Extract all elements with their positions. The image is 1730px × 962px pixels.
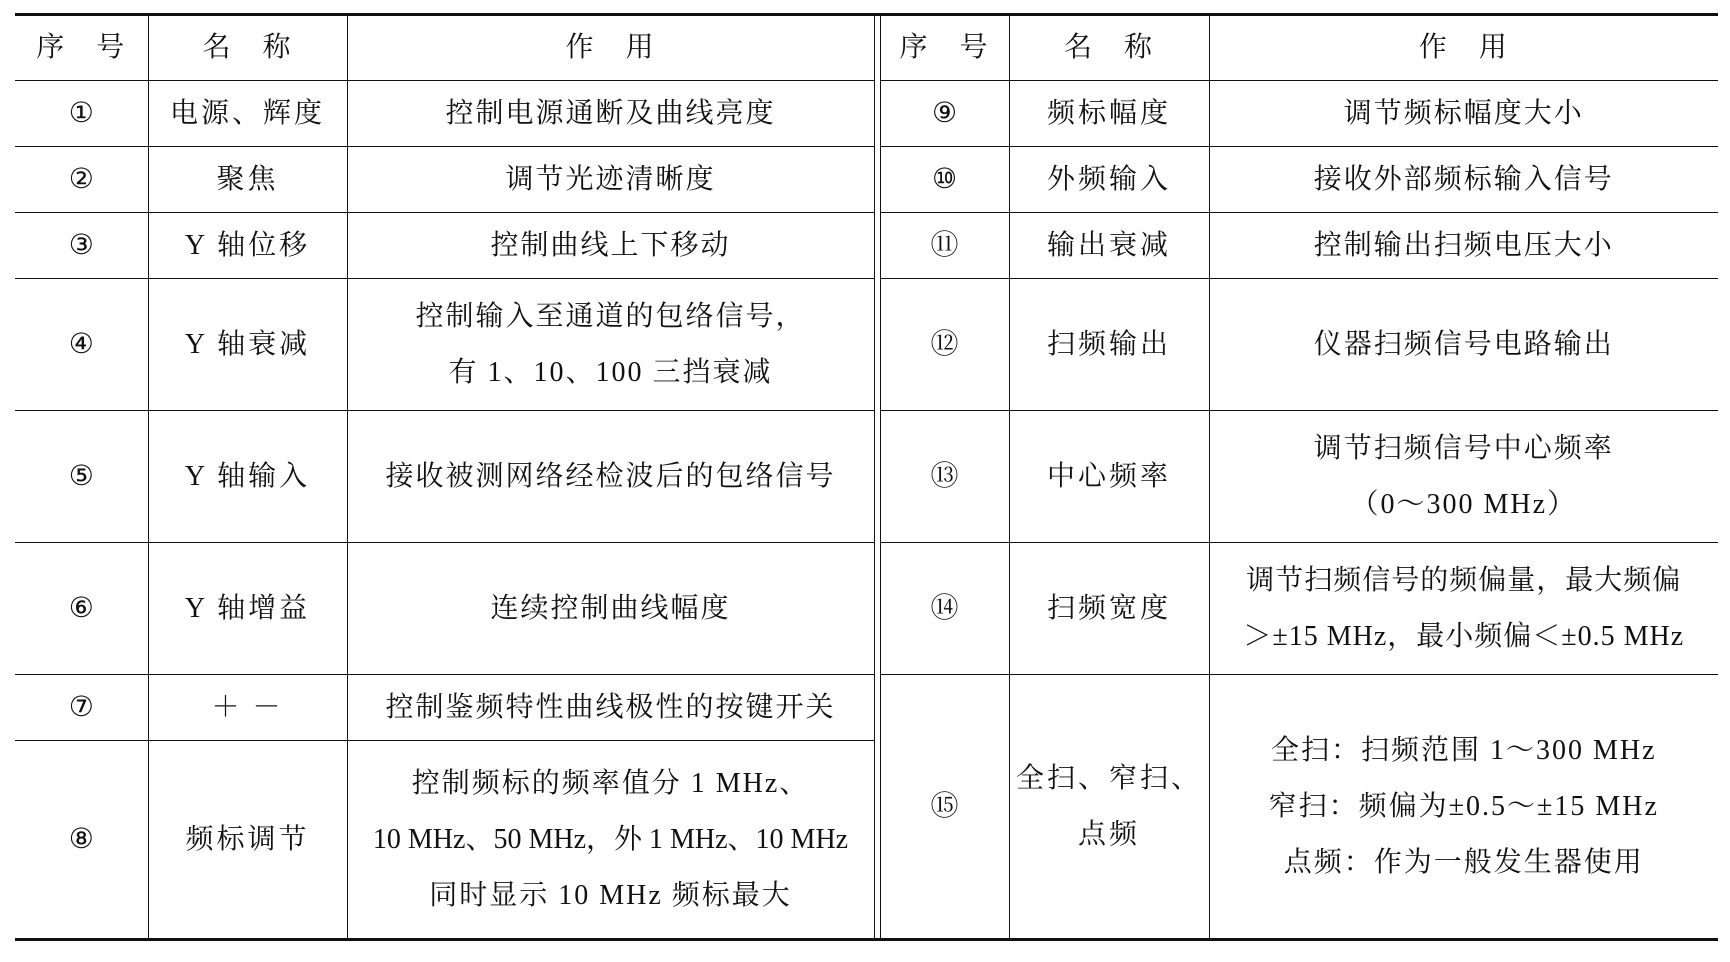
row-15-name-line-2: 点频 <box>1077 818 1140 850</box>
parameter-table <box>15 13 1718 941</box>
row-14-function-line-1: 调节扫频信号的频偏量，最大频偏 <box>1246 564 1682 596</box>
row-14-function <box>1209 543 1718 675</box>
row-4-name <box>148 279 347 411</box>
row-3-name <box>148 213 347 279</box>
row-2-function-line-1: 调节光迹清晰度 <box>505 163 716 195</box>
row-15-function <box>1209 675 1718 940</box>
row-15-function-line-3: 点频：作为一般发生器使用 <box>1283 846 1644 878</box>
row-5-name-line-1: Y 轴输入 <box>184 460 311 492</box>
row-8-function <box>347 741 874 940</box>
row-12-number: ⑫ <box>880 279 1009 411</box>
row-9-function-line-1: 调节频标幅度大小 <box>1343 97 1584 129</box>
row-11-function <box>1209 213 1718 279</box>
header-row <box>15 15 1718 81</box>
table-row <box>15 147 1718 213</box>
row-12-name-line-1: 扫频输出 <box>1046 328 1171 360</box>
row-7-name <box>148 675 347 741</box>
row-5-function-line-1: 接收被测网络经检波后的包络信号 <box>385 460 836 492</box>
row-15-function-line-2: 窄扫：频偏为±0.5～±15 MHz <box>1268 790 1659 822</box>
row-10-name <box>1009 147 1209 213</box>
row-3-function <box>347 213 874 279</box>
row-15-number: ⑮ <box>880 675 1009 940</box>
row-15-name <box>1009 675 1209 940</box>
row-9-function <box>1209 81 1718 147</box>
row-11-function-line-1: 控制输出扫频电压大小 <box>1313 229 1614 261</box>
row-1-function-line-1: 控制电源通断及曲线亮度 <box>445 97 776 129</box>
row-14-function-line-2: ＞±15 MHz，最小频偏＜±0.5 MHz <box>1243 620 1685 652</box>
row-1-name-line-1: 电源、辉度 <box>169 97 325 129</box>
row-2-name <box>148 147 347 213</box>
row-3-name-line-1: Y 轴位移 <box>184 229 311 261</box>
row-4-function <box>347 279 874 411</box>
row-13-function <box>1209 411 1718 543</box>
table-row <box>15 81 1718 147</box>
table-row <box>15 675 1718 741</box>
row-11-name-line-1: 输出衰减 <box>1046 229 1171 261</box>
row-8-function-line-1: 控制频标的频率值分 1 MHz、 <box>411 767 810 799</box>
row-7-function <box>347 675 874 741</box>
row-12-name <box>1009 279 1209 411</box>
row-8-name <box>148 741 347 940</box>
row-9-name-line-1: 频标幅度 <box>1046 97 1171 129</box>
row-6-name <box>148 543 347 675</box>
row-13-number: ⑬ <box>880 411 1009 543</box>
row-5-function <box>347 411 874 543</box>
left-header-number: 序 号 <box>15 15 148 81</box>
row-3-number: ③ <box>15 213 148 279</box>
row-13-name <box>1009 411 1209 543</box>
row-7-number: ⑦ <box>15 675 148 741</box>
row-3-function-line-1: 控制曲线上下移动 <box>490 229 731 261</box>
row-11-name <box>1009 213 1209 279</box>
row-1-function <box>347 81 874 147</box>
table-row <box>15 279 1718 411</box>
row-9-number: ⑨ <box>880 81 1009 147</box>
row-12-function <box>1209 279 1718 411</box>
row-1-name <box>148 81 347 147</box>
row-5-number: ⑤ <box>15 411 148 543</box>
row-14-name-line-1: 扫频宽度 <box>1046 592 1171 624</box>
row-8-name-line-1: 频标调节 <box>185 823 310 855</box>
row-12-function-line-1: 仪器扫频信号电路输出 <box>1313 328 1614 360</box>
row-2-function <box>347 147 874 213</box>
row-6-function-line-1: 连续控制曲线幅度 <box>490 592 731 624</box>
row-15-function-line-1: 全扫：扫频范围 1～300 MHz <box>1270 734 1657 766</box>
row-6-name-line-1: Y 轴增益 <box>184 592 311 624</box>
row-5-name <box>148 411 347 543</box>
row-13-function-line-2: （0～300 MHz） <box>1350 488 1578 520</box>
left-header-function: 作 用 <box>347 15 874 81</box>
row-10-number: ⑩ <box>880 147 1009 213</box>
row-6-number: ⑥ <box>15 543 148 675</box>
row-14-number: ⑭ <box>880 543 1009 675</box>
row-4-function-line-2: 有 1、10、100 三挡衰减 <box>448 356 773 388</box>
row-8-function-line-3: 同时显示 10 MHz 频标最大 <box>429 879 792 911</box>
row-13-name-line-1: 中心频率 <box>1046 460 1171 492</box>
right-header-function: 作 用 <box>1209 15 1718 81</box>
row-7-name-line-1: ＋ － <box>211 691 284 723</box>
row-6-function <box>347 543 874 675</box>
row-9-name <box>1009 81 1209 147</box>
row-13-function-line-1: 调节扫频信号中心频率 <box>1313 432 1614 464</box>
row-10-name-line-1: 外频输入 <box>1046 163 1171 195</box>
row-11-number: ⑪ <box>880 213 1009 279</box>
row-15-name-line-1: 全扫、窄扫、 <box>1015 762 1202 794</box>
row-2-number: ② <box>15 147 148 213</box>
row-1-number: ① <box>15 81 148 147</box>
row-10-function <box>1209 147 1718 213</box>
table-row <box>15 411 1718 543</box>
row-4-name-line-1: Y 轴衰减 <box>184 328 311 360</box>
table-row <box>15 543 1718 675</box>
row-4-number: ④ <box>15 279 148 411</box>
row-14-name <box>1009 543 1209 675</box>
row-8-number: ⑧ <box>15 741 148 940</box>
left-header-name: 名 称 <box>148 15 347 81</box>
table-row <box>15 213 1718 279</box>
row-7-function-line-1: 控制鉴频特性曲线极性的按键开关 <box>385 691 836 723</box>
right-header-name: 名 称 <box>1009 15 1209 81</box>
right-header-number: 序 号 <box>880 15 1009 81</box>
row-2-name-line-1: 聚焦 <box>216 163 279 195</box>
row-10-function-line-1: 接收外部频标输入信号 <box>1313 163 1614 195</box>
row-8-function-line-2: 10 MHz、50 MHz，外 1 MHz、10 MHz <box>372 823 849 855</box>
row-4-function-line-1: 控制输入至通道的包络信号， <box>415 300 806 332</box>
